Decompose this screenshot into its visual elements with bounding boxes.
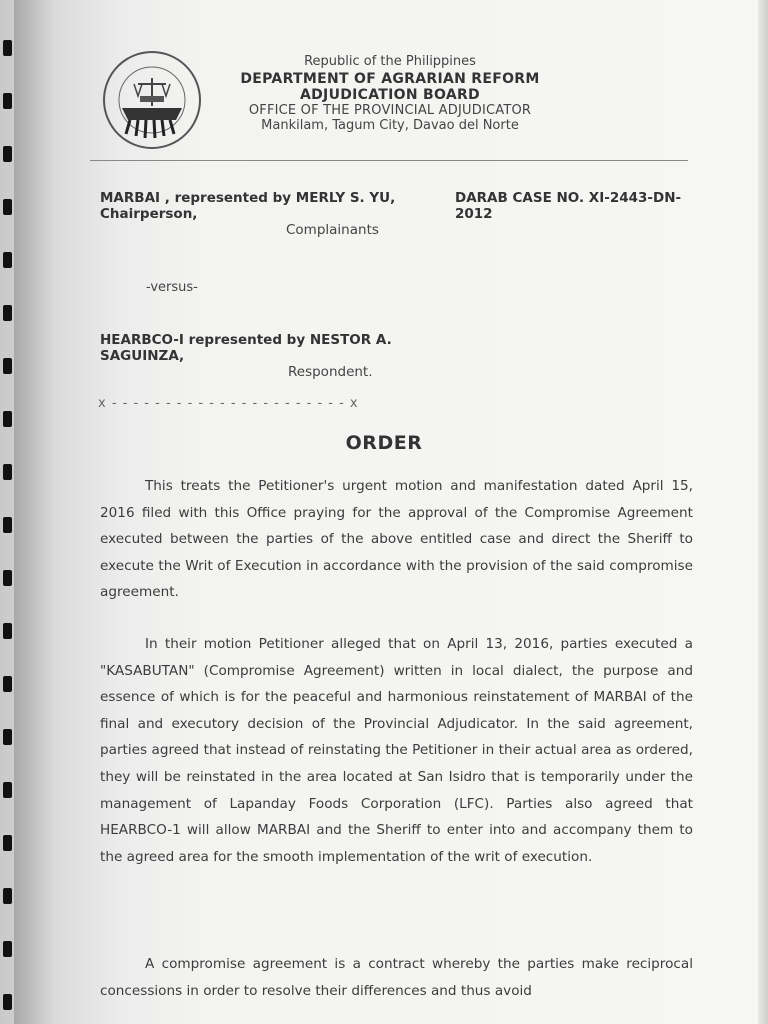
letterhead-line-3: ADJUDICATION BOARD bbox=[300, 87, 480, 103]
letterhead-line-5: Mankilam, Tagum City, Davao del Norte bbox=[261, 118, 519, 133]
complainant-role: Complainants bbox=[286, 222, 379, 238]
binding-hole bbox=[3, 994, 12, 1010]
letterhead bbox=[205, 54, 575, 133]
versus-label: -versus- bbox=[146, 280, 198, 295]
binding-hole bbox=[3, 40, 12, 56]
respondent-role: Respondent. bbox=[288, 364, 373, 380]
binding-hole bbox=[3, 411, 12, 427]
letterhead-line-4: OFFICE OF THE PROVINCIAL ADJUDICATOR bbox=[248, 103, 532, 118]
binding-hole bbox=[3, 305, 12, 321]
binding-hole bbox=[3, 782, 12, 798]
binding-hole bbox=[3, 941, 12, 957]
binding-hole bbox=[3, 623, 12, 639]
binding-hole bbox=[3, 835, 12, 851]
page-shadow bbox=[14, 0, 54, 1024]
page-edge bbox=[758, 0, 768, 1024]
binding-hole bbox=[3, 888, 12, 904]
binding-hole bbox=[3, 464, 12, 480]
respondent-block bbox=[100, 332, 400, 380]
binding-hole bbox=[3, 199, 12, 215]
paragraph: This treats the Petitioner's urgent motion and manifestation dated April 15, 2016 filed with this Office praying for the approval of the Compromise Agreement executed between the parties of the above entitled case and direct the Sheriff to execute the Writ of Execution in accordance with the provision of the said compromise agreement. bbox=[100, 478, 693, 601]
agency-seal-logo bbox=[100, 48, 204, 152]
letterhead-line-1: Republic of the Philippines bbox=[304, 54, 476, 69]
binding-hole bbox=[3, 729, 12, 745]
complainant-block bbox=[100, 190, 400, 238]
header-divider bbox=[90, 160, 688, 161]
binding-hole bbox=[3, 517, 12, 533]
binding-hole bbox=[3, 93, 12, 109]
binding-hole bbox=[3, 252, 12, 268]
paragraph: In their motion Petitioner alleged that on April 13, 2016, parties executed a "KASABUTAN" (Compromise Agreement) written in local dialect, the purpose and essence of which is for the peaceful and harmonious reinstatement of MARBAI of the final and executory decision of the Provincial Adjudicator. In the said agreement, parties agreed that instead of reinstating the Petitioner in their actual area as ordered, they will be reinstated in the area located at San Isidro that is temporarily under the management of Lapanday Foods Corporation (LFC). Parties also agreed that HEARBCO-1 will allow MARBAI and the Sheriff to enter into and accompany them to the agreed area for the smooth implementation of the writ of execution. bbox=[100, 636, 693, 865]
binding-hole bbox=[3, 358, 12, 374]
binding-hole bbox=[3, 676, 12, 692]
document-title: ORDER bbox=[345, 432, 423, 454]
letterhead-line-2: DEPARTMENT OF AGRARIAN REFORM bbox=[240, 71, 540, 87]
spiral-binding bbox=[0, 0, 14, 1024]
caption-separator: x - - - - - - - - - - - - - - - - - - - - - - x bbox=[98, 396, 359, 411]
complainant-name: MARBAI , represented by MERLY S. YU, Chairperson, bbox=[100, 190, 396, 222]
case-number: DARAB CASE NO. XI-2443-DN-2012 bbox=[455, 190, 682, 222]
binding-hole bbox=[3, 570, 12, 586]
paragraph: A compromise agreement is a contract whereby the parties make reciprocal concessions in order to resolve their differences and thus avoid bbox=[100, 956, 693, 999]
respondent-name: HEARBCO-I represented by NESTOR A. SAGUINZA, bbox=[100, 332, 392, 364]
binding-hole bbox=[3, 146, 12, 162]
